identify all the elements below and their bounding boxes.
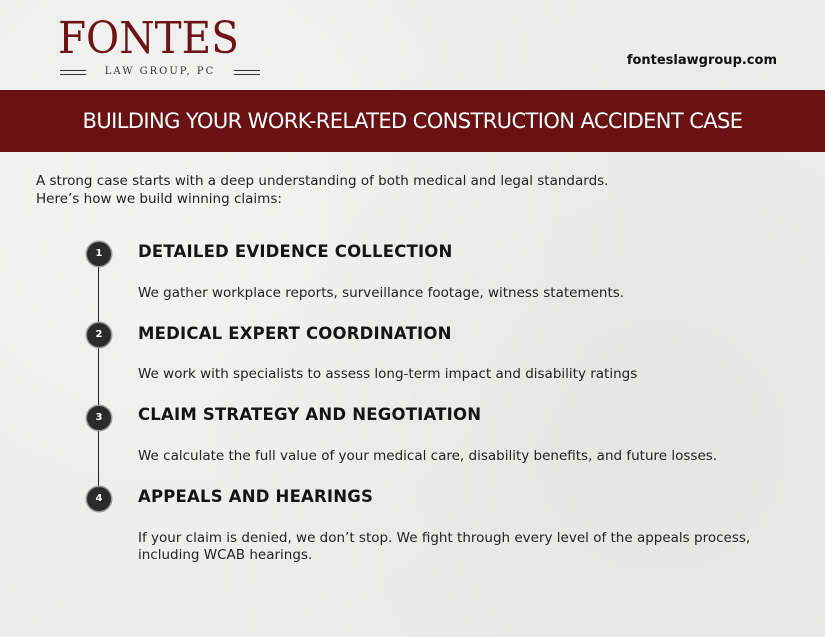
title-banner: [0, 90, 825, 152]
logo-rule-right: [234, 70, 260, 75]
logo-subtitle: LAW GROUP, PC: [104, 66, 216, 77]
page-title: BUILDING YOUR WORK-RELATED CONSTRUCTION ACCIDENT CASE: [82, 109, 743, 133]
logo-wordmark: FONTES: [57, 13, 239, 64]
step-1-title: DETAILED EVIDENCE COLLECTION: [138, 242, 453, 261]
website-link[interactable]: fonteslawgroup.com: [626, 53, 777, 68]
timeline-connector: [98, 255, 99, 500]
step-1-number-badge: 1: [87, 242, 111, 266]
intro-line-1: A strong case starts with a deep understanding of both medical and legal standards.: [36, 173, 609, 189]
intro-text: [36, 172, 676, 208]
intro-line-2: Here’s how we build winning claims:: [36, 191, 282, 207]
step-3-number-badge: 3: [87, 406, 111, 430]
step-4-title: APPEALS AND HEARINGS: [138, 487, 374, 506]
step-2-title: MEDICAL EXPERT COORDINATION: [138, 324, 452, 343]
step-1-description: We gather workplace reports, surveillance footage, witness statements.: [138, 285, 625, 301]
step-3-description: We calculate the full value of your medical care, disability benefits, and future losses.: [138, 448, 718, 464]
step-4-description: If your claim is denied, we don’t stop. We fight through every level of the appeals process, including WCAB hearings.: [138, 530, 751, 563]
step-4-number-badge: 4: [87, 487, 111, 511]
step-2-number-badge: 2: [87, 323, 111, 347]
step-2-description: We work with specialists to assess long-term impact and disability ratings: [138, 366, 638, 382]
logo-subtitle-row: [60, 65, 260, 79]
logo-rule-left: [60, 70, 86, 75]
firm-logo: [50, 15, 264, 77]
step-3-title: CLAIM STRATEGY AND NEGOTIATION: [138, 405, 482, 424]
